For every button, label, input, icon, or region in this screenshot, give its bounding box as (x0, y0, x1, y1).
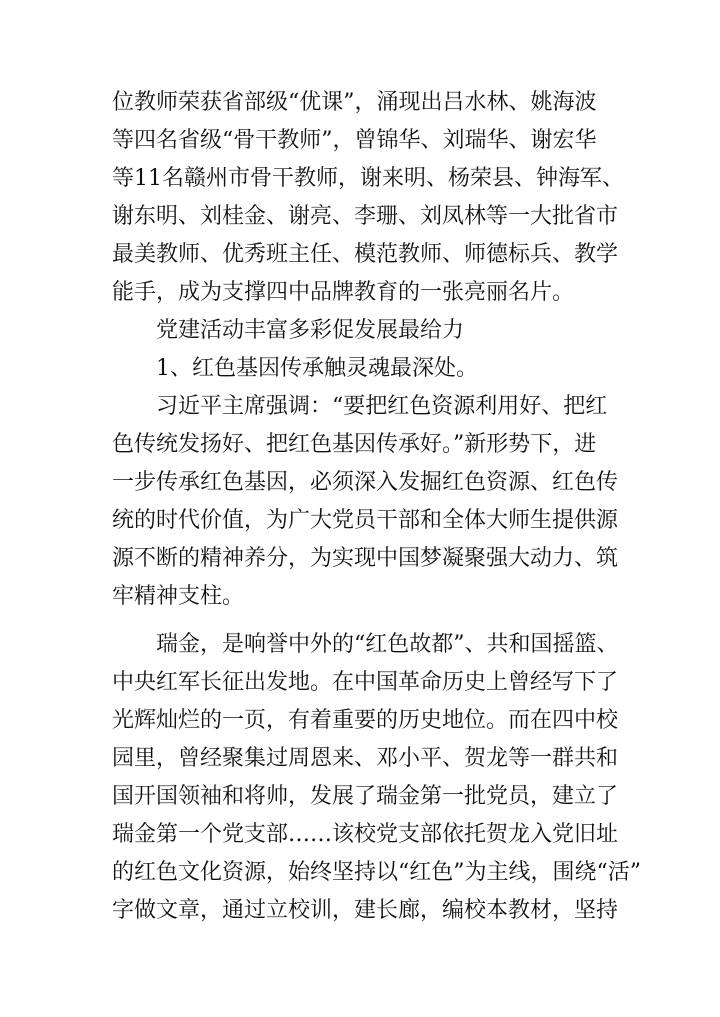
text-line: 中央红军长征出发地。在中国革命历史上曾经写下了 (112, 670, 619, 695)
text-line: 瑞金第一个党支部……该校党支部依托贺龙入党旧址 (112, 822, 619, 847)
text-line: 习近平主席强调：“要把红色资源利用好、把红 (112, 394, 608, 419)
text-line: 国开国领袖和将帅，发展了瑞金第一批党员，建立了 (112, 784, 619, 809)
paragraph-gap (112, 616, 612, 626)
text-line: 能手，成为支撑四中品牌教育的一张亮丽名片。 (112, 280, 575, 305)
text-line: 瑞金，是响誉中外的“红色故都”、共和国摇篮、 (112, 632, 619, 657)
text-line: 一步传承红色基因，必须深入发掘红色资源、红色传 (112, 470, 619, 495)
text-line: 牢精神支柱。 (112, 584, 245, 609)
section-heading: 党建活动丰富多彩促发展最给力 (112, 318, 465, 343)
text-line: 的红色文化资源，始终坚持以“红色”为主线，围绕“活” (112, 860, 641, 885)
text-line: 最美教师、优秀班主任、模范教师、师德标兵、教学 (112, 242, 619, 267)
text-line: 等四名省级“骨干教师”，曾锦华、刘瑞华、谢宏华 (112, 128, 597, 153)
text-line: 色传统发扬好、把红色基因传承好。”新形势下，进 (112, 432, 597, 457)
text-line: 源不断的精神养分，为实现中国梦凝聚强大动力、筑 (112, 546, 619, 571)
text-line: 字做文章，通过立校训，建长廊，编校本教材，坚持 (112, 898, 619, 923)
text-line: 园里，曾经聚集过周恩来、邓小平、贺龙等一群共和 (112, 746, 619, 771)
document-body (112, 84, 641, 930)
subsection-heading: 1、红色基因传承触灵魂最深处。 (112, 356, 478, 381)
text-line: 等11名赣州市骨干教师，谢来明、杨荣县、钟海军、 (112, 166, 624, 191)
text-line: 统的时代价值，为广大党员干部和全体大师生提供源 (112, 508, 619, 533)
text-line: 光辉灿烂的一页，有着重要的历史地位。而在四中校 (112, 708, 619, 733)
text-line: 谢东明、刘桂金、谢亮、李珊、刘凤林等一大批省市 (112, 204, 619, 229)
text-line: 位教师荣获省部级“优课”，涌现出吕水林、姚海波 (112, 90, 597, 115)
